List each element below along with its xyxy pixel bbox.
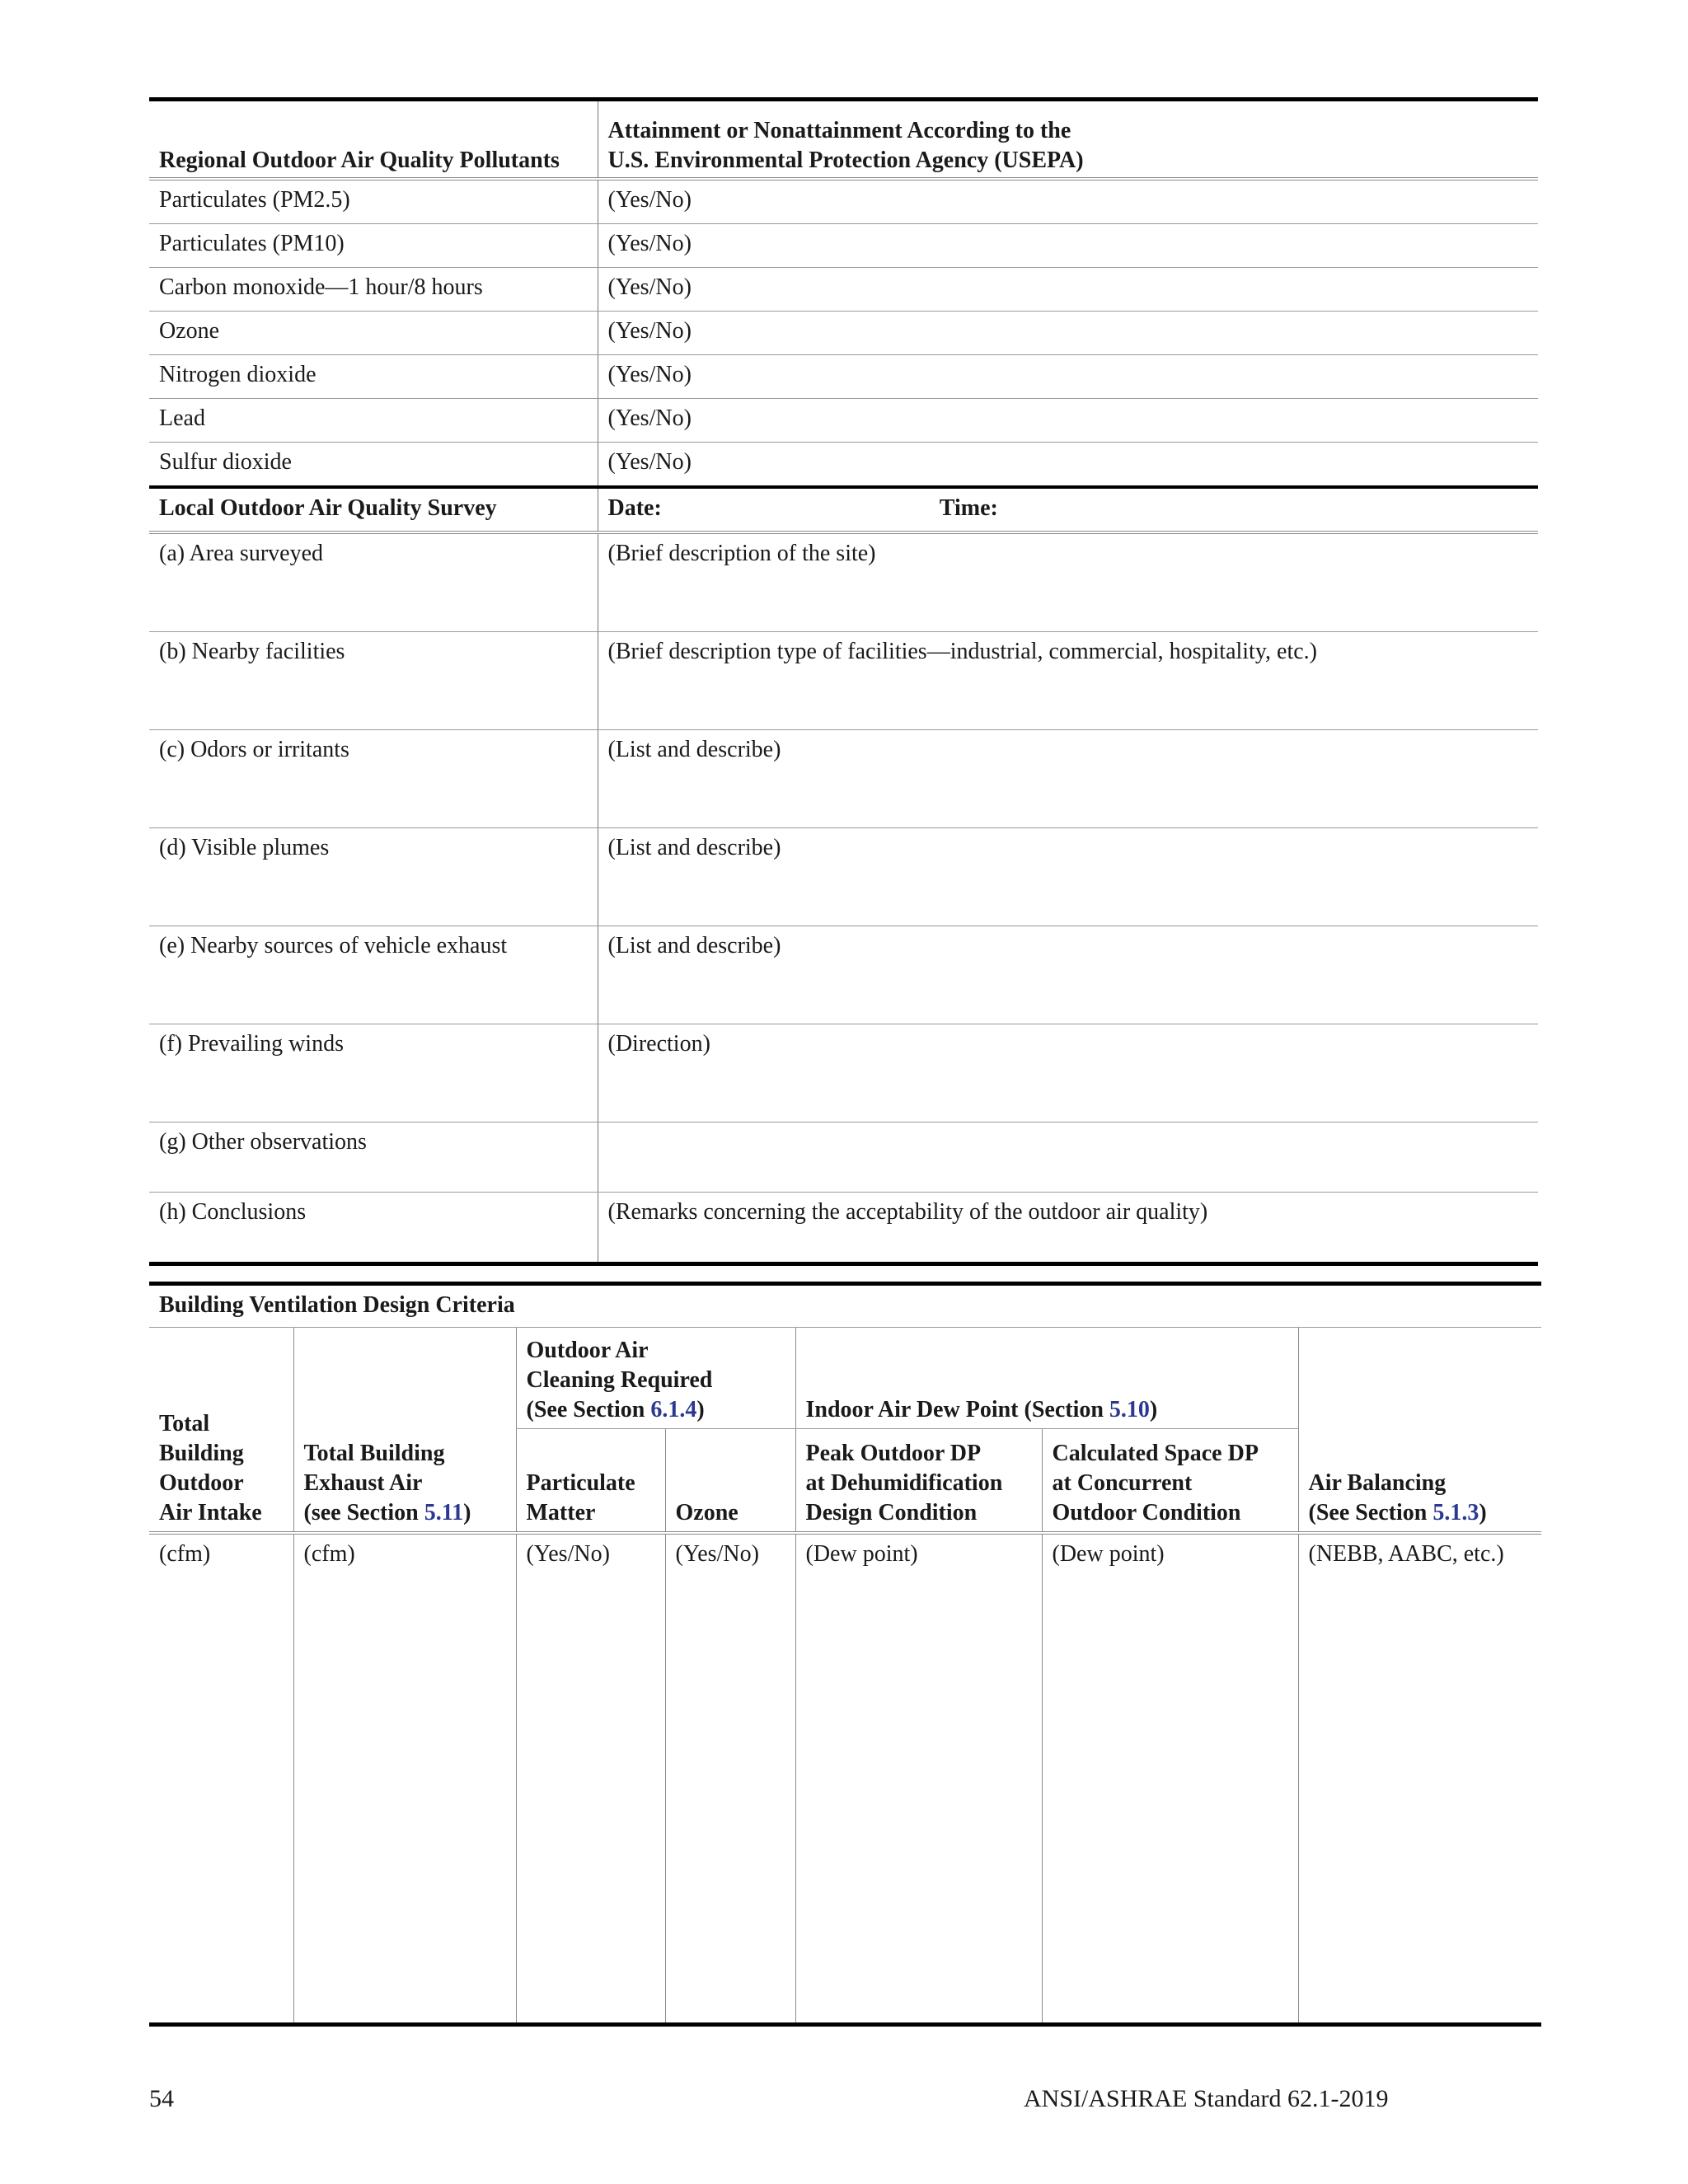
- survey-value: (List and describe): [598, 730, 1538, 828]
- total-exhaust-air-header: [293, 1328, 516, 1534]
- attainment-value: (Yes/No): [598, 355, 1538, 399]
- indoor-dew-point-header: [795, 1328, 1298, 1429]
- pollutant-row: [149, 179, 1538, 224]
- pollutant-row: [149, 268, 1538, 312]
- unit-cell: (Yes/No): [516, 1533, 665, 2025]
- attainment-value: (Yes/No): [607, 449, 692, 475]
- pollutant-name: Particulates (PM10): [149, 224, 598, 268]
- attainment-value: (Yes/No): [598, 312, 1538, 355]
- exhaust-close-paren: ): [463, 1500, 471, 1526]
- particulate-line: Particulate: [526, 1470, 635, 1496]
- cleaning-line: Cleaning Required: [526, 1367, 713, 1393]
- pollutant-name: Particulates (PM2.5): [149, 179, 598, 224]
- intake-line: Building: [159, 1441, 244, 1466]
- survey-date-time: [598, 487, 1538, 532]
- vent-title-row: [149, 1284, 1541, 1328]
- unit-cell: (NEBB, AABC, etc.): [1298, 1533, 1541, 2025]
- survey-row: [149, 632, 1538, 730]
- outdoor-air-cleaning-header: [516, 1328, 795, 1429]
- survey-value: (Direction): [598, 1024, 1538, 1122]
- pollutant-row: [149, 224, 1538, 268]
- exhaust-see-section: (see Section: [303, 1500, 424, 1526]
- survey-label: (c) Odors or irritants: [149, 730, 598, 828]
- survey-label: (d) Visible plumes: [149, 828, 598, 926]
- air-balancing-header: [1298, 1328, 1541, 1534]
- balancing-close-paren: ): [1479, 1500, 1487, 1526]
- particulate-line: Matter: [526, 1500, 596, 1526]
- pollutant-name: Carbon monoxide—1 hour/8 hours: [149, 268, 598, 312]
- survey-value: (Remarks concerning the acceptability of the outdoor air quality): [607, 1199, 1208, 1225]
- peak-outdoor-dp-header: [795, 1429, 1042, 1534]
- survey-value: (Brief description of the site): [598, 532, 1538, 632]
- peak-dp-line: Design Condition: [805, 1500, 978, 1526]
- attainment-value: (Yes/No): [598, 268, 1538, 312]
- attainment-header: [598, 100, 1538, 180]
- survey-label: (b) Nearby facilities: [149, 632, 598, 730]
- balancing-line: Air Balancing: [1308, 1470, 1447, 1496]
- pollutant-name: Ozone: [149, 312, 598, 355]
- calc-dp-line: Outdoor Condition: [1052, 1500, 1241, 1526]
- exhaust-line: [304, 1498, 506, 1528]
- exhaust-line: Total Building: [303, 1441, 445, 1466]
- survey-row: [149, 532, 1538, 632]
- pollutant-name: Nitrogen dioxide: [149, 355, 598, 399]
- attainment-value: (Yes/No): [598, 179, 1538, 224]
- ozone-header: Ozone: [665, 1429, 795, 1534]
- survey-value: [598, 1122, 1538, 1193]
- survey-row: [149, 1193, 1538, 1264]
- particulate-matter-header: [516, 1429, 665, 1534]
- total-outdoor-air-intake-header: [149, 1328, 293, 1534]
- survey-value: (List and describe): [598, 926, 1538, 1024]
- balancing-line: [1309, 1498, 1532, 1528]
- standard-title: ANSI/ASHRAE Standard 62.1-2019: [1024, 2085, 1389, 2112]
- outdoor-air-quality-table: [149, 97, 1538, 1266]
- attainment-header-line2: U.S. Environmental Protection Agency (USEPA): [607, 148, 1084, 173]
- pollutant-row: [149, 399, 1538, 443]
- survey-row: [149, 1122, 1538, 1193]
- balancing-see-section: (See Section: [1308, 1500, 1433, 1526]
- peak-dp-line: Peak Outdoor DP: [805, 1441, 982, 1466]
- survey-label: (a) Area surveyed: [149, 532, 598, 632]
- intake-line: Total: [159, 1411, 210, 1436]
- intake-line: Air Intake: [159, 1500, 262, 1526]
- section-6-1-4-link[interactable]: 6.1.4: [650, 1397, 697, 1422]
- date-label: Date:: [607, 495, 662, 521]
- unit-cell: (cfm): [159, 1541, 211, 1567]
- survey-header-row: [149, 487, 1538, 532]
- survey-value: (List and describe): [598, 828, 1538, 926]
- exhaust-line: Exhaust Air: [303, 1470, 423, 1496]
- pollutant-row: [149, 443, 1538, 488]
- section-5-11-link[interactable]: 5.11: [424, 1500, 464, 1526]
- survey-header: Local Outdoor Air Quality Survey: [149, 487, 598, 532]
- unit-cell: (Dew point): [795, 1533, 1042, 2025]
- dew-point-label: Indoor Air Dew Point (Section: [805, 1397, 1109, 1422]
- aq-header-row: [149, 100, 1538, 180]
- attainment-value: (Yes/No): [598, 224, 1538, 268]
- survey-row: [149, 1024, 1538, 1122]
- cleaning-line: [527, 1395, 785, 1425]
- calc-dp-line: Calculated Space DP: [1052, 1441, 1259, 1466]
- time-label: Time:: [939, 495, 998, 521]
- section-5-1-3-link[interactable]: 5.1.3: [1432, 1500, 1479, 1526]
- survey-row: [149, 828, 1538, 926]
- cleaning-see-section: (See Section: [526, 1397, 651, 1422]
- survey-label: (e) Nearby sources of vehicle exhaust: [149, 926, 598, 1024]
- attainment-value: (Yes/No): [598, 399, 1538, 443]
- calculated-space-dp-header: [1042, 1429, 1298, 1534]
- pollutants-header: Regional Outdoor Air Quality Pollutants: [149, 100, 598, 180]
- section-5-10-link[interactable]: 5.10: [1109, 1397, 1150, 1422]
- attainment-header-line1: Attainment or Nonattainment According to the: [607, 118, 1071, 143]
- pollutant-name: Lead: [149, 399, 598, 443]
- calc-dp-line: at Concurrent: [1052, 1470, 1193, 1496]
- intake-line: Outdoor: [159, 1470, 244, 1496]
- survey-row: [149, 926, 1538, 1024]
- survey-label: (g) Other observations: [149, 1122, 598, 1193]
- vent-units-row: [149, 1533, 1541, 2025]
- ventilation-design-criteria-table: [149, 1282, 1541, 2027]
- pollutant-name: Sulfur dioxide: [149, 443, 598, 488]
- pollutant-row: [149, 355, 1538, 399]
- page-number: 54: [149, 2085, 174, 2112]
- survey-row: [149, 730, 1538, 828]
- survey-label: (h) Conclusions: [149, 1193, 598, 1264]
- unit-cell: (Yes/No): [665, 1533, 795, 2025]
- survey-label: (f) Prevailing winds: [149, 1024, 598, 1122]
- pollutant-row: [149, 312, 1538, 355]
- unit-cell: (cfm): [293, 1533, 516, 2025]
- dew-point-close-paren: ): [1149, 1397, 1158, 1422]
- survey-value: (Brief description type of facilities—industrial, commercial, hospitality, etc.): [598, 632, 1538, 730]
- vent-header-row-1: [149, 1328, 1541, 1429]
- cleaning-close-paren: ): [696, 1397, 705, 1422]
- peak-dp-line: at Dehumidification: [805, 1470, 1003, 1496]
- unit-cell: (Dew point): [1042, 1533, 1298, 2025]
- vent-table-title: Building Ventilation Design Criteria: [149, 1284, 1541, 1328]
- cleaning-line: Outdoor Air: [526, 1338, 649, 1363]
